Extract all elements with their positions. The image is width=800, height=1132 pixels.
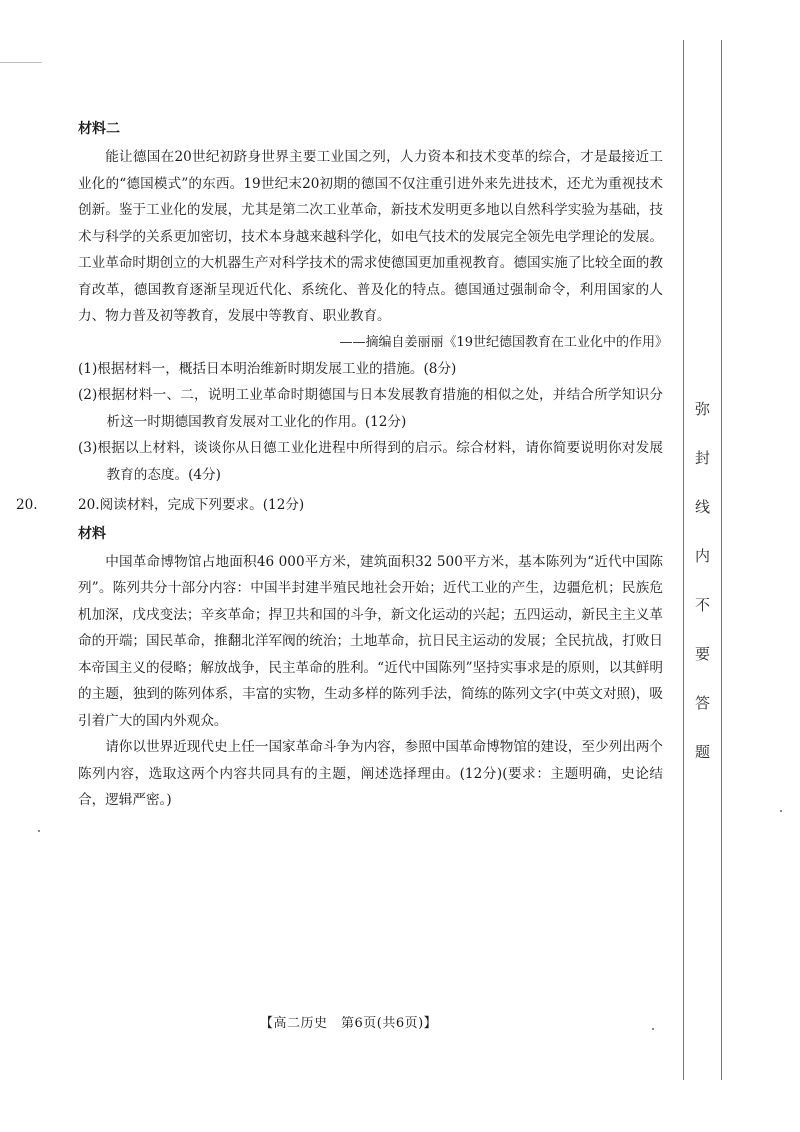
binding-char: 内 <box>694 547 710 565</box>
binding-char: 封 <box>694 449 710 467</box>
question-20-header <box>16 492 663 519</box>
question-19-part-3: (3)根据以上材料，谈谈你从日德工业化进程中所得到的启示。综合材料，请你简要说明你对发展教育的态度。(4分) <box>78 440 663 483</box>
scan-speck <box>652 1028 654 1030</box>
question-20-margin-number: 20. <box>16 497 38 513</box>
binding-char: 要 <box>694 645 710 663</box>
scan-speck <box>780 810 782 812</box>
material2-source: ——摘编自姜丽丽《19世纪德国教育在工业化中的作用》 <box>339 334 668 350</box>
binding-char: 线 <box>694 498 710 516</box>
exam-page-content <box>16 118 668 814</box>
binding-char: 不 <box>694 596 710 614</box>
material2-paragraph: 能让德国在20世纪初跻身世界主要工业国之列，人力资本和技术变革的综合，才是最接近工业化的“德国模式”的东西。19世纪末20初期的德国不仅注重引进外来先进技术，还尤为重视技术创新。鉴于工业化的发展，尤其是第二次工业革命，新技术发明更多地以自然科学实验为基础，技术与科学的关系更加密切，技术本身越来越科学化，如电气技术的发展完全领先电学理论的发展。工业革命时期创立的大机器生产对科学技术的需求使德国更加重视教育。德国实施了比较全面的教育改革，德国教育逐渐呈现近代化、系统化、普及化的特点。德国通过强制命令，利用国家的人力、物力普及初等教育，发展中等教育、职业教育。 <box>78 149 663 324</box>
question-20-prompt: 20.阅读材料，完成下列要求。(12分) <box>78 497 305 513</box>
top-left-rule <box>0 62 42 63</box>
question-20-material-paragraph: 中国革命博物馆占地面积46 000平方米，建筑面积32 500平方米，基本陈列为“近代中国陈列”。陈列共分十部分内容：中国半封建半殖民地社会开始；近代工业的产生，边疆危机；民族危机加深，戊戌变法；辛亥革命；捍卫共和国的斗争，新文化运动的兴起；五四运动，新民主主义革命的开端；国民革命，推翻北洋军阀的统治；土地革命，抗日民主运动的发展；全民抗战，打败日本帝国主义的侵略；解放战争，民主革命的胜利。“近代中国陈列”坚持实事求是的原则，以其鲜明的主题，独到的陈列体系，丰富的实物，生动多样的陈列手法，简练的陈列文字(中英文对照)，吸引着广大的国内外观众。 <box>78 553 663 729</box>
scan-speck <box>38 830 40 832</box>
binding-margin-column <box>683 40 722 1080</box>
binding-char: 弥 <box>694 400 710 418</box>
page-footer: 【高二历史 第6页(共6页)】 <box>260 1016 438 1031</box>
binding-char: 答 <box>694 694 710 712</box>
binding-char: 题 <box>694 743 710 761</box>
question-20-material-heading: 材料 <box>78 525 106 542</box>
material2-heading: 材料二 <box>78 121 120 137</box>
question-19-part-1: (1)根据材料一，概括日本明治维新时期发展工业的措施。(8分) <box>78 360 457 377</box>
question-19-part-2: (2)根据材料一、二，说明工业革命时期德国与日本发展教育措施的相似之处，并结合所学知识分析这一时期德国教育发展对工业化的作用。(12分) <box>78 387 663 430</box>
binding-notice <box>684 385 721 777</box>
question-20-task-paragraph: 请你以世界近现代史上任一国家革命斗争为内容，参照中国革命博物馆的建设，至少列出两个陈列内容，选取这两个内容共同具有的主题，阐述选择理由。(12分)(要求：主题明确，史论结合，逻辑严密。) <box>78 739 663 808</box>
